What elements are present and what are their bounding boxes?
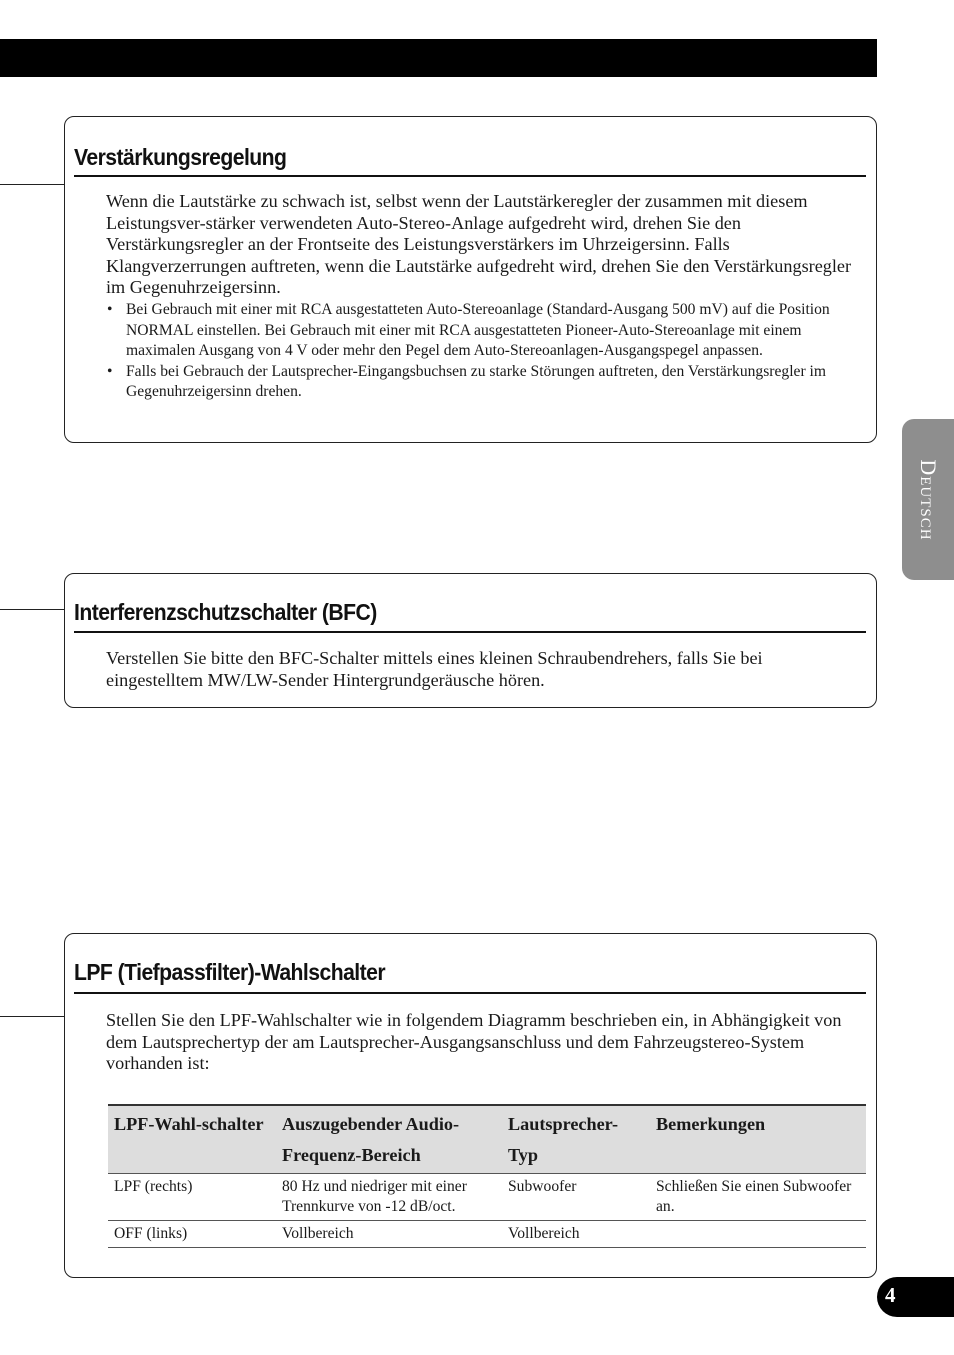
section-title: Verstärkungsregelung <box>74 144 287 170</box>
header-bar <box>0 39 877 77</box>
table-cell: Schließen Sie einen Subwoofer an. <box>650 1174 866 1221</box>
table-cell <box>650 1221 866 1248</box>
page-number-tab <box>877 1277 954 1317</box>
header-cell: Lautsprecher-Typ <box>502 1105 650 1174</box>
section-title: Interferenzschutzschalter (BFC) <box>74 599 377 625</box>
bullet-item: • Falls bei Gebrauch der Lautsprecher-Eingangsbuchsen zu starke Störungen auftreten, den Verstärkungsregler im Gegenuhrzeigersinn drehen. <box>106 362 864 403</box>
table-cell: OFF (links) <box>108 1221 276 1248</box>
section-bfc-switch <box>64 573 877 708</box>
language-tab <box>902 419 954 580</box>
table-cell: LPF (rechts) <box>108 1174 276 1221</box>
section-title: LPF (Tiefpassfilter)-Wahlschalter <box>74 959 386 985</box>
table-cell: 80 Hz und niedriger mit einer Trennkurve von -12 dB/oct. <box>276 1174 502 1221</box>
header-cell: Bemerkungen <box>650 1105 866 1174</box>
title-rule <box>74 175 866 177</box>
bullet-item: • Bei Gebrauch mit einer mit RCA ausgestatteten Auto-Stereoanlage (Standard-Ausgang 500 mV) auf die Position NORMAL einstellen. Bei Gebrauch mit einer mit RCA ausgestatteten Pioneer-Auto-Stereoanlage mit einem maximalen Ausgang von 4 V oder mehr den Pegel dem Auto-Stereoanlagen-Ausgangspegel anpassen. <box>106 300 864 362</box>
section-paragraph: Wenn die Lautstärke zu schwach ist, selbst wenn der Lautstärkeregler der zusammen mit diesem Leistungsver-stärker verwendeten Auto-Stereo-Anlage aufgedreht wird, drehen Sie den Verstärkungsregler an der Frontseite des Leistungsverstärkers im Uhrzeigersinn. Falls Klangverzerrungen auftreten, wenn die Lautstärke aufgedreht wird, drehen Sie den Verstärkungsregler im Gegenuhrzeigersinn. <box>106 191 852 297</box>
header-cell: Auszugebender Audio-Frequenz-Bereich <box>276 1105 502 1174</box>
section-paragraph: Verstellen Sie bitte den BFC-Schalter mittels eines kleinen Schraubendrehers, falls Sie bei eingestelltem MW/LW-Sender Hintergrundgeräusche hören. <box>106 648 763 690</box>
language-label: Deutsch <box>916 458 941 541</box>
section-gain-control <box>64 116 877 443</box>
lpf-table <box>108 1104 866 1248</box>
bullet-list <box>106 300 864 403</box>
table-row <box>108 1221 866 1248</box>
section-paragraph: Stellen Sie den LPF-Wahlschalter wie in folgendem Diagramm beschrieben ein, in Abhängigkeit von dem Lautsprechertyp der am Lautsprecher-Ausgangsanschluss und dem Fahrzeugstereo-System vorhanden ist: <box>106 1010 842 1073</box>
section-marker-line <box>0 1016 64 1017</box>
header-cell: LPF-Wahl-schalter <box>108 1105 276 1174</box>
section-marker-line <box>0 609 64 610</box>
table-cell: Subwoofer <box>502 1174 650 1221</box>
table-cell: Vollbereich <box>502 1221 650 1248</box>
table-row <box>108 1174 866 1221</box>
table-cell: Vollbereich <box>276 1221 502 1248</box>
table-header-row <box>108 1105 866 1174</box>
section-marker-line <box>0 184 64 185</box>
page-number: 4 <box>885 1283 896 1307</box>
title-rule <box>74 992 866 994</box>
section-lpf-selector <box>64 933 877 1278</box>
title-rule <box>74 631 866 633</box>
